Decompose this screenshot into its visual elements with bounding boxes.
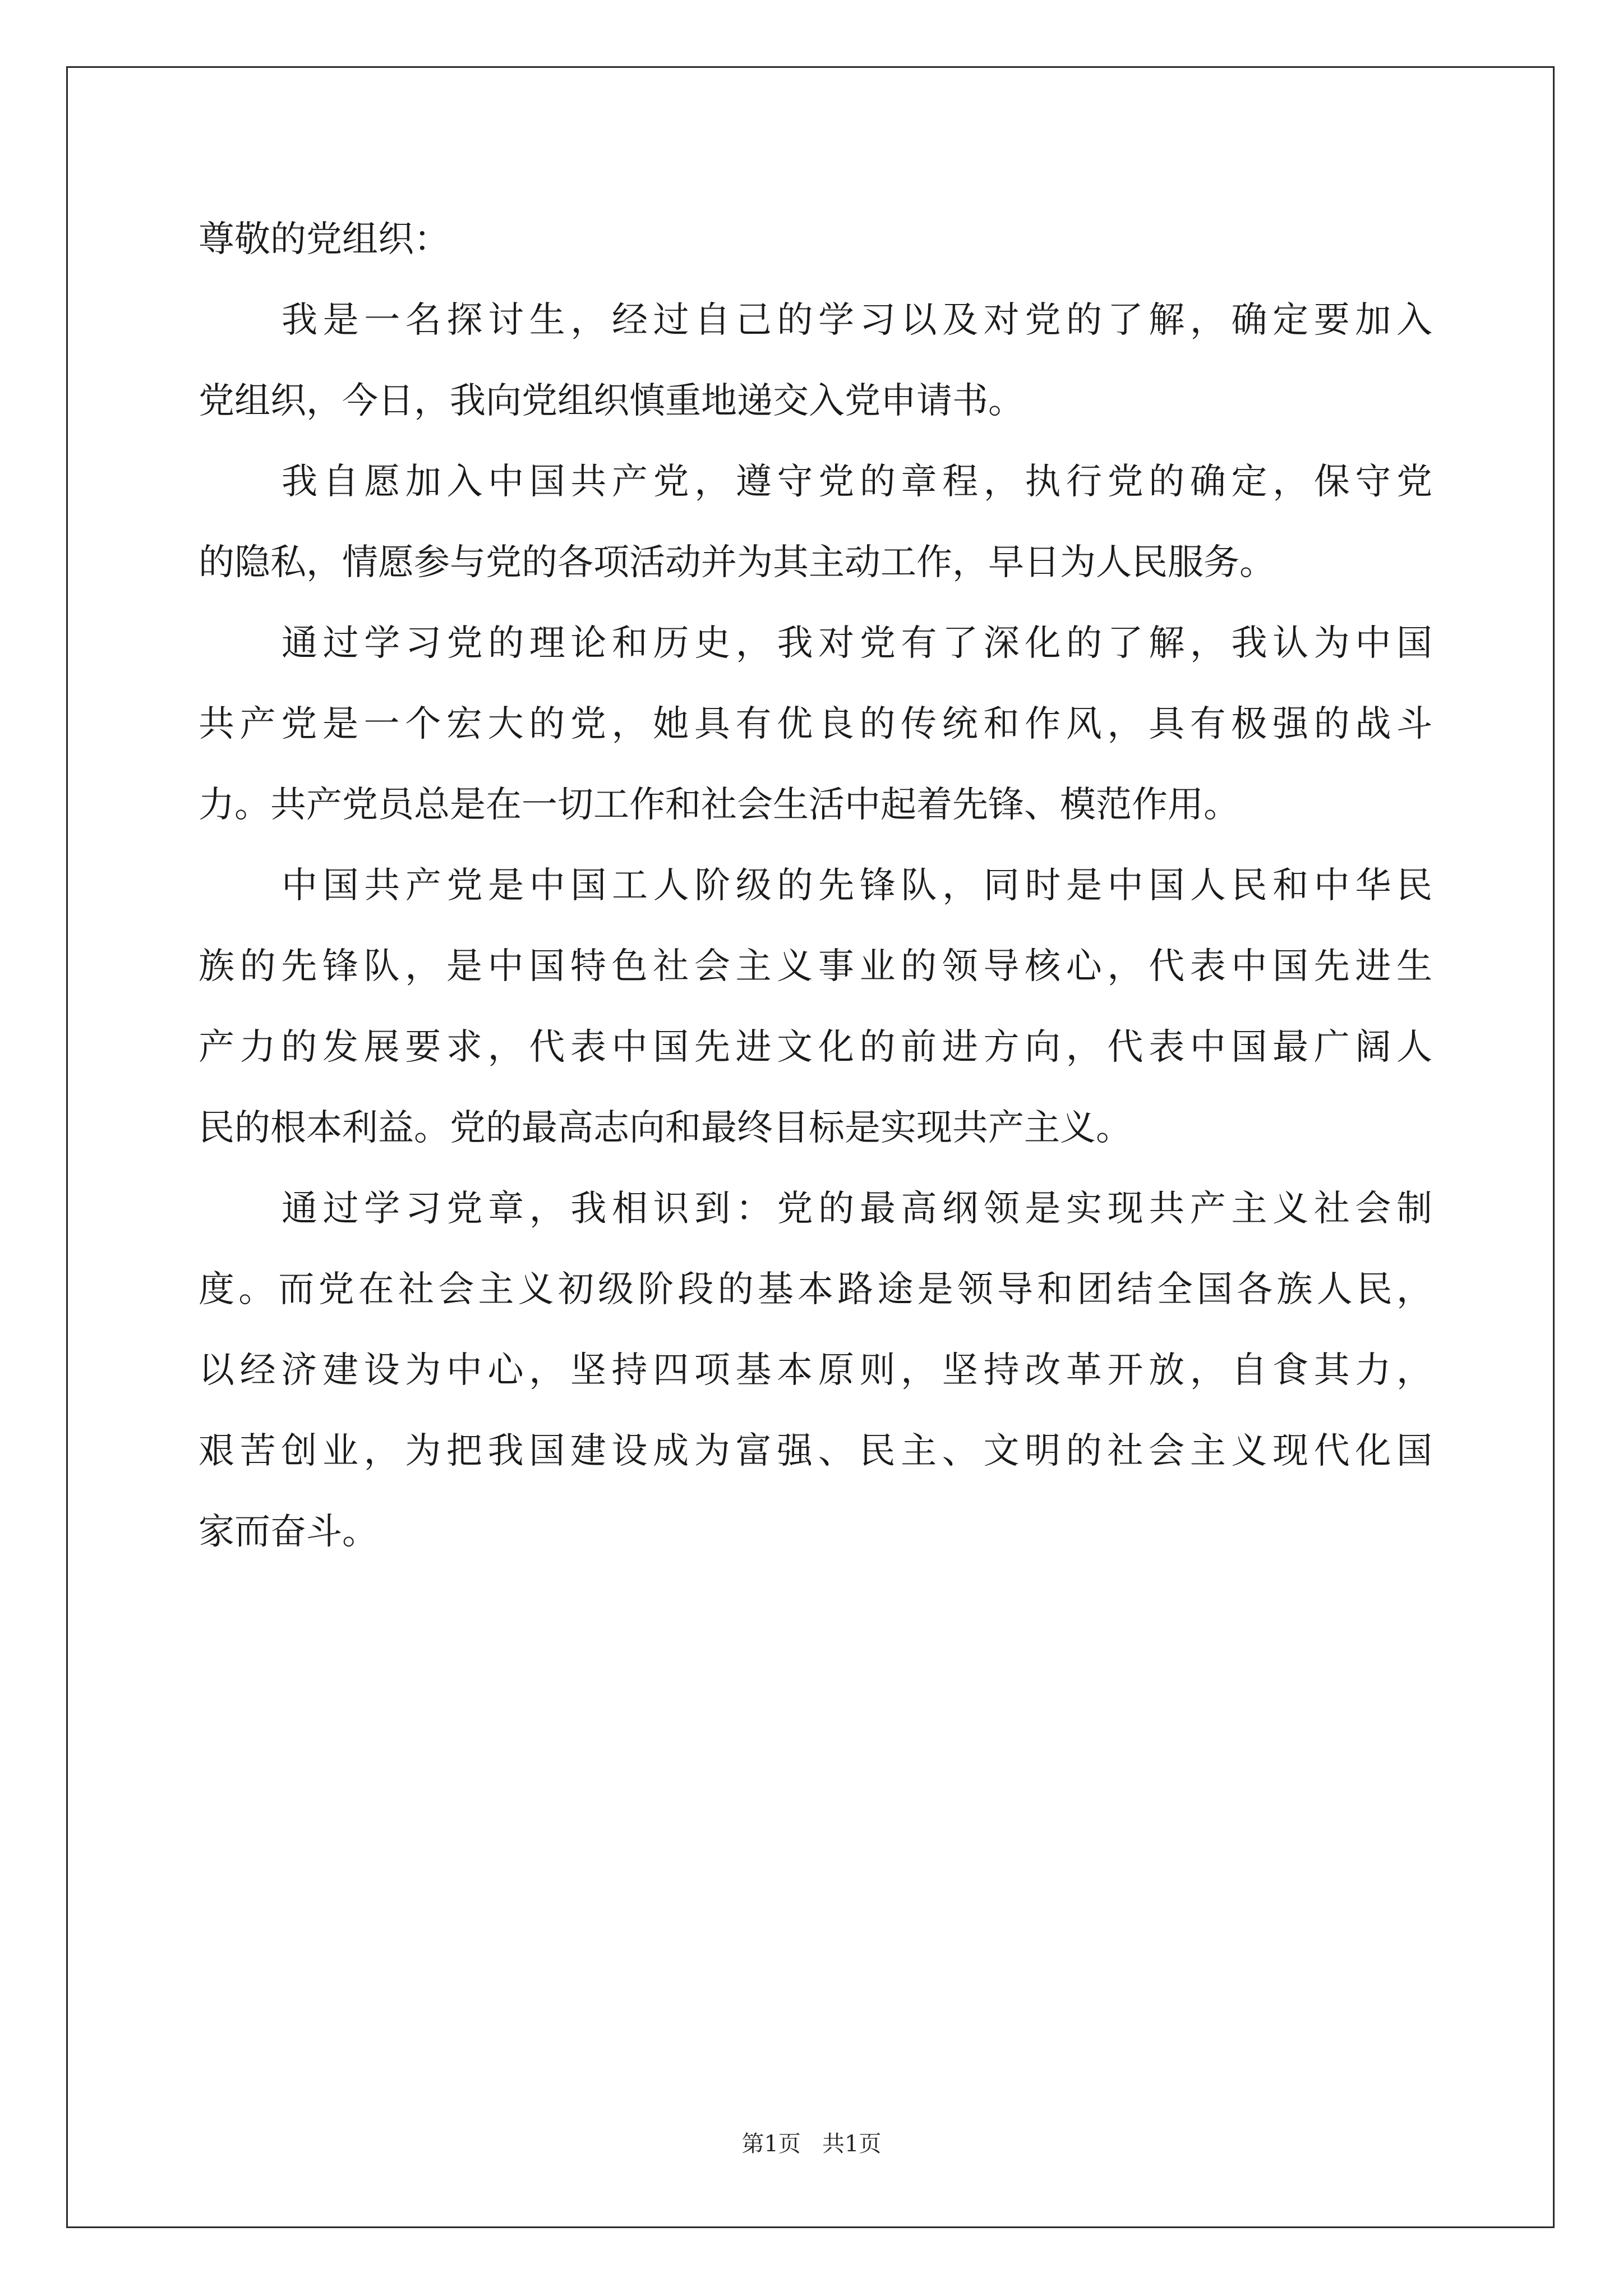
paragraph-line: 中国共产党是中国工人阶级的先锋队，同时是中国人民和中华民	[282, 865, 1432, 907]
paragraph-line: 度。而党在社会主义初级阶段的基本路途是领导和团结全国各族人民，	[199, 1269, 1432, 1310]
salutation: 尊敬的党组织：	[199, 219, 450, 260]
paragraph-line: 民的根本利益。党的最高志向和最终目标是实现共产主义。	[199, 1107, 1132, 1149]
paragraph-line: 通过学习党章，我相识到：党的最高纲领是实现共产主义社会制	[282, 1188, 1432, 1230]
document-body	[199, 199, 1432, 1572]
paragraph-line: 的隐私，情愿参与党的各项活动并为其主动工作，早日为人民服务。	[199, 542, 1275, 583]
page-number-footer: 第1页 共1页	[741, 2131, 882, 2157]
paragraph-line: 我自愿加入中国共产党，遵守党的章程，执行党的确定，保守党	[282, 461, 1432, 503]
paragraph	[199, 1168, 1432, 1572]
paragraph-line: 共产党是一个宏大的党，她具有优良的传统和作风，具有极强的战斗	[199, 703, 1432, 745]
paragraph-line: 家而奋斗。	[199, 1511, 378, 1553]
paragraph-line: 族的先锋队，是中国特色社会主义事业的领导核心，代表中国先进生	[199, 946, 1432, 987]
paragraph-line: 力。共产党员总是在一切工作和社会生活中起着先锋、模范作用。	[199, 784, 1239, 826]
paragraph-line: 通过学习党的理论和历史，我对党有了深化的了解，我认为中国	[282, 623, 1432, 664]
paragraph	[199, 603, 1432, 845]
paragraph-line: 党组织，今日，我向党组织慎重地递交入党申请书。	[199, 380, 1024, 422]
paragraph-line: 我是一名探讨生，经过自己的学习以及对党的了解，确定要加入	[282, 300, 1432, 341]
paragraph	[199, 845, 1432, 1168]
paragraph-line: 艰苦创业，为把我国建设成为富强、民主、文明的社会主义现代化国	[199, 1430, 1432, 1472]
paragraph-line: 产力的发展要求，代表中国先进文化的前进方向，代表中国最广阔人	[199, 1027, 1432, 1068]
paragraph	[199, 280, 1432, 441]
paragraph-line: 以经济建设为中心，坚持四项基本原则，坚持改革开放，自食其力，	[199, 1350, 1432, 1391]
paragraph	[199, 441, 1432, 603]
